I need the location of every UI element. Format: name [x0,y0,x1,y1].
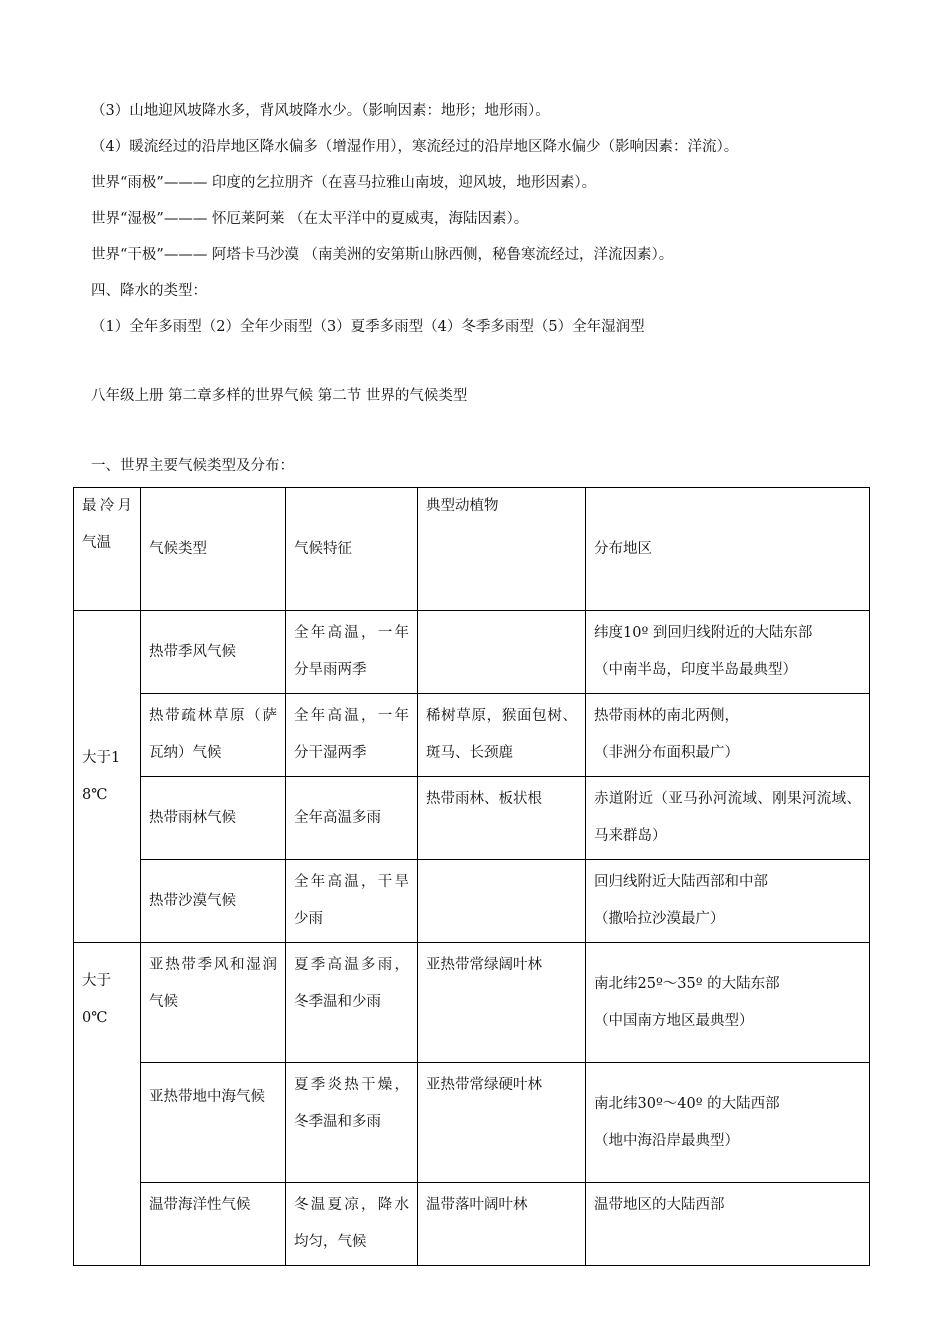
climate-feature: 夏季高温多雨，冬季温和少雨 [286,943,418,1063]
region-line-2: （中南半岛，印度半岛最典型） [594,662,797,678]
climate-biota [418,860,586,943]
climate-region [586,860,870,943]
temp-group-18: 大于18℃ [74,611,141,943]
climate-type: 亚热带季风和湿润气候 [141,943,286,1063]
climate-region [586,611,870,694]
climate-region: 温带地区的大陆西部 [586,1183,870,1266]
climate-feature: 夏季炎热干燥，冬季温和多雨 [286,1063,418,1183]
table-row [74,611,870,694]
temp-group-0: 大于0℃ [74,943,141,1266]
chapter-title: 八年级上册 第二章多样的世界气候 第二节 世界的气候类型 [91,388,468,404]
text-line-3: 世界“雨极”——— 印度的乞拉朋齐（在喜马拉雅山南坡，迎风坡，地形因素）。 [91,175,597,191]
climate-feature: 冬温夏凉，降水均匀，气候 [286,1183,418,1266]
climate-region: 赤道附近（亚马孙河流域、刚果河流域、马来群岛） [586,777,870,860]
climate-feature: 全年高温多雨 [286,777,418,860]
table-row [74,694,870,777]
climate-feature: 全年高温，一年分旱雨两季 [286,611,418,694]
header-biota: 典型动植物 [418,488,586,611]
text-line-5: 世界“干极”——— 阿塔卡马沙漠 （南美洲的安第斯山脉西侧，秘鲁寒流经过，洋流因素）。 [91,247,674,263]
region-line-2: （中国南方地区最典型） [594,1012,754,1029]
table-row [74,860,870,943]
climate-feature: 全年高温，一年分干湿两季 [286,694,418,777]
text-line-1: （3）山地迎风坡降水多，背风坡降水少。（影响因素：地形；地形雨）。 [91,103,550,119]
text-line-6: 四、降水的类型： [91,283,207,299]
climate-type: 热带疏林草原（萨瓦纳）气候 [141,694,286,777]
table-row [74,1183,870,1266]
header-type: 气候类型 [141,488,286,611]
header-feature: 气候特征 [286,488,418,611]
climate-feature: 全年高温，干旱少雨 [286,860,418,943]
text-line-2: （4）暖流经过的沿岸地区降水偏多（增湿作用），寒流经过的沿岸地区降水偏少（影响因素：洋流）。 [91,139,739,155]
region-line-2: （撒哈拉沙漠最广） [594,911,725,927]
climate-biota: 亚热带常绿硬叶林 [418,1063,586,1183]
climate-biota: 温带落叶阔叶林 [418,1183,586,1266]
climate-table [73,487,870,1266]
climate-biota: 亚热带常绿阔叶林 [418,943,586,1063]
region-line-1: 热带雨林的南北两侧， [594,708,739,724]
table-header-row [74,488,870,611]
climate-biota: 稀树草原，猴面包树、斑马、长颈鹿 [418,694,586,777]
table-row [74,777,870,860]
text-line-4: 世界“湿极”——— 怀厄莱阿莱 （在太平洋中的夏威夷，海陆因素）。 [91,211,529,227]
region-line-2: （非洲分布面积最广） [594,745,739,761]
climate-type: 热带雨林气候 [141,777,286,860]
climate-biota [418,611,586,694]
header-temp: 最冷月气温 [74,488,141,611]
climate-region [586,1063,870,1183]
region-line-1: 回归线附近大陆西部和中部 [594,874,768,890]
text-line-7: （1）全年多雨型（2）全年少雨型（3）夏季多雨型（4）冬季多雨型（5）全年湿润型 [91,319,645,335]
climate-region [586,943,870,1063]
climate-type: 热带沙漠气候 [141,860,286,943]
region-line-1: 南北纬25º～35º 的大陆东部 [594,975,780,992]
climate-region [586,694,870,777]
climate-biota: 热带雨林、板状根 [418,777,586,860]
region-line-1: 纬度10º 到回归线附近的大陆东部 [594,625,813,641]
climate-type: 热带季风气候 [141,611,286,694]
climate-type: 亚热带地中海气候 [141,1063,286,1183]
climate-type: 温带海洋性气候 [141,1183,286,1266]
region-line-1: 南北纬30º～40º 的大陆西部 [594,1095,780,1112]
table-row [74,943,870,1063]
section-title: 一、世界主要气候类型及分布： [91,458,294,474]
table-row [74,1063,870,1183]
region-line-2: （地中海沿岸最典型） [594,1132,739,1149]
header-region: 分布地区 [586,488,870,611]
